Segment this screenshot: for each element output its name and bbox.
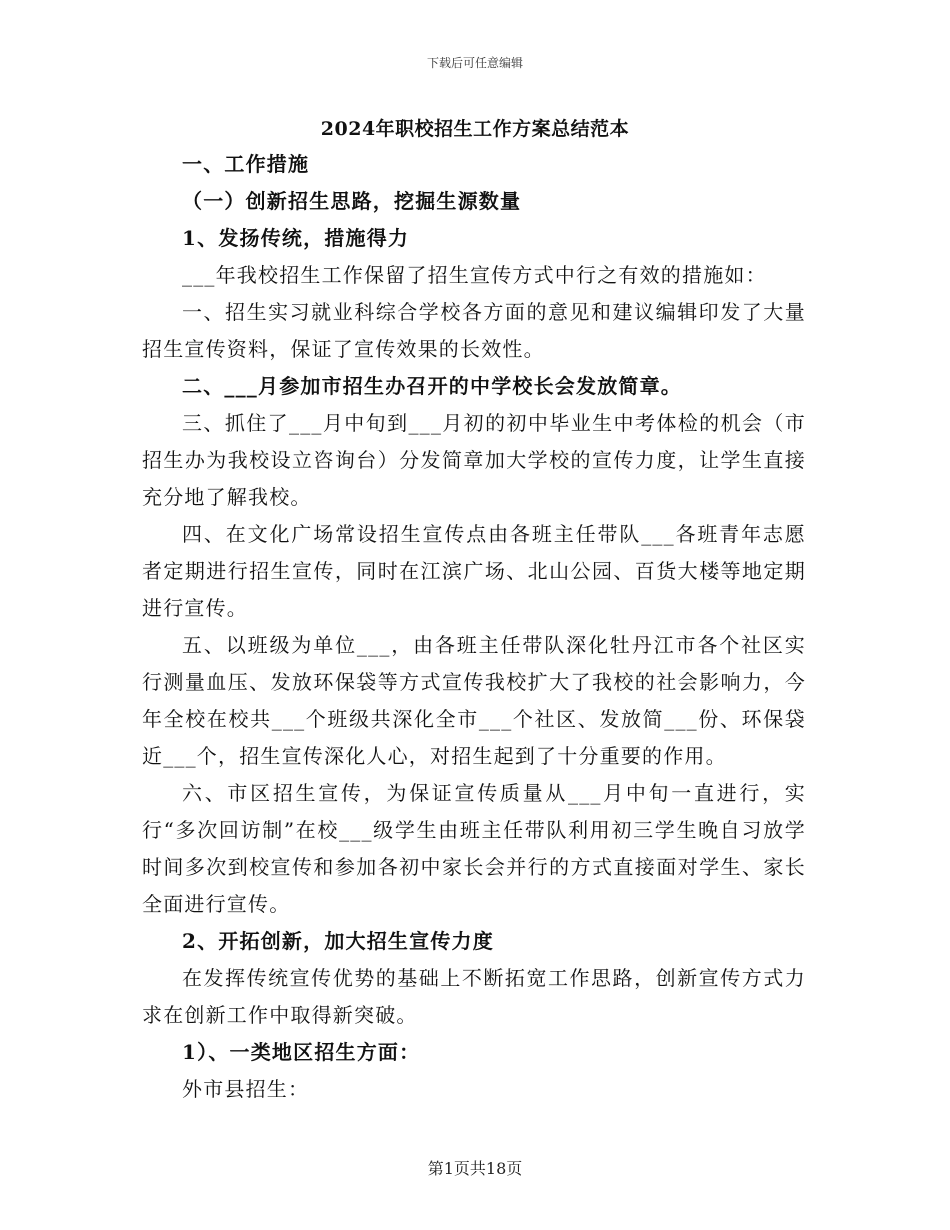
document-title: 2024年职校招生工作方案总结范本 [320,118,630,140]
paragraph-item-6: 六、市区招生宣传，为保证宣传质量从___月中旬一直进行，实行“多次回访制”在校___级学生由班主任带队利用初三学生晚自习放学时间多次到校宣传和参加各初中家长会并行的方式直接面对学生、家长全面进行宣传。 [142,781,806,916]
paragraph-item-1: 一、招生实习就业科综合学校各方面的意见和建议编辑印发了大量招生宣传资料，保证了宣传效果的长效性。 [142,300,806,361]
page-number: 第1页共18页 [427,1159,523,1178]
document-body [142,146,806,1108]
paragraph-outer-counties: 外市县招生： [182,1077,310,1101]
paragraph-item-4: 四、在文化广场常设招生宣传点由各班主任带队___各班青年志愿者定期进行招生宣传，同时在江滨广场、北山公园、百货大楼等地定期进行宣传。 [142,522,806,620]
paragraph-item-5: 五、以班级为单位___，由各班主任带队深化牡丹江市各个社区实行测量血压、发放环保袋等方式宣传我校扩大了我校的社会影响力，今年全校在校共___个班级共深化全市___个社区、发放简___份、环保袋近___个，招生宣传深化人心，对招生起到了十分重要的作用。 [142,633,806,768]
paragraph-innovation: 在发挥传统宣传优势的基础上不断拓宽工作思路，创新宣传方式力求在创新工作中取得新突破。 [142,966,806,1027]
heading-region-1: 1）、一类地区招生方面： [182,1040,421,1064]
paragraph-item-3: 三、抓住了___月中旬到___月初的初中毕业生中考体检的机会（市招生办为我校设立咨询台）分发简章加大学校的宣传力度，让学生直接充分地了解我校。 [142,411,806,509]
heading-innovate-enrollment: （一）创新招生思路，挖掘生源数量 [182,189,522,213]
paragraph-intro: ___年我校招生工作保留了招生宣传方式中行之有效的措施如： [182,263,767,287]
heading-work-measures: 一、工作措施 [182,152,310,176]
heading-tradition: 1、发扬传统，措施得力 [182,226,410,250]
paragraph-item-2: 二、___月参加市招生办召开的中学校长会发放简章。 [182,374,682,398]
heading-innovation: 2、开拓创新，加大招生宣传力度 [182,929,494,953]
page-header-note: 下载后可任意编辑 [426,56,523,70]
